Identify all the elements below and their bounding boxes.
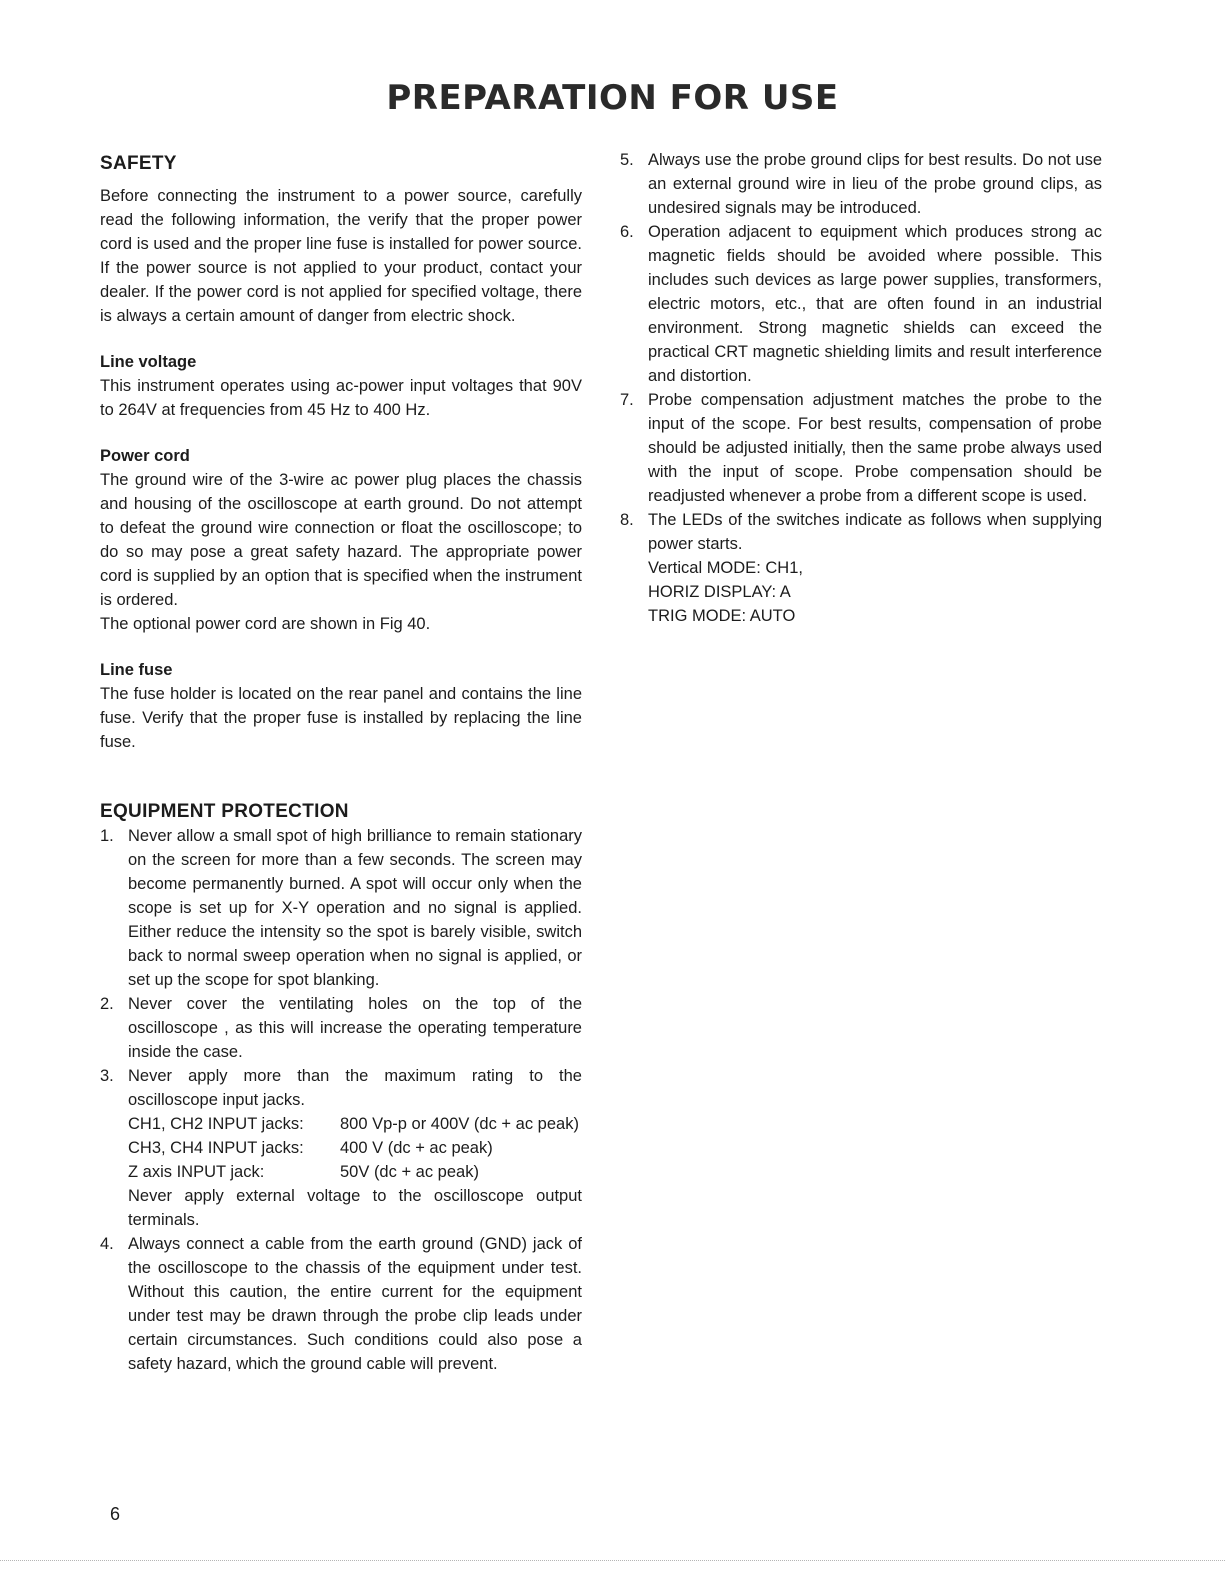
- line-voltage-text: This instrument operates using ac-power input voltages that 90V to 264V at frequencies from 45 Hz to 400 Hz.: [100, 377, 582, 419]
- item-number: 5.: [620, 151, 634, 169]
- power-cord-note: The optional power cord are shown in Fig 40.: [100, 615, 431, 633]
- footer-divider: [0, 1560, 1225, 1561]
- line-fuse-section: [100, 658, 582, 754]
- protection-list: [100, 824, 582, 1376]
- table-row: [128, 1160, 580, 1184]
- list-item: [620, 508, 1102, 628]
- precaution-list: [620, 148, 1102, 628]
- jack-name: CH3, CH4 INPUT jacks:: [128, 1139, 304, 1157]
- equipment-protection-heading: EQUIPMENT PROTECTION: [100, 801, 349, 822]
- led-setting-trig: TRIG MODE: AUTO: [648, 607, 796, 625]
- page-number: 6: [110, 1504, 121, 1524]
- jack-name: CH1, CH2 INPUT jacks:: [128, 1115, 304, 1133]
- led-setting-vertical: Vertical MODE: CH1,: [648, 559, 803, 577]
- table-row: [128, 1112, 580, 1136]
- jack-name: Z axis INPUT jack:: [128, 1163, 265, 1181]
- equipment-protection-section: [100, 800, 582, 1376]
- item-number: 2.: [100, 995, 114, 1013]
- page-title: PREPARATION FOR USE: [386, 78, 839, 118]
- line-voltage-section: [100, 350, 582, 422]
- power-cord-heading: Power cord: [100, 447, 190, 465]
- item-number: 6.: [620, 223, 634, 241]
- list-item: [100, 1064, 582, 1232]
- safety-heading: SAFETY: [100, 153, 177, 174]
- jack-rating: 800 Vp-p or 400V (dc + ac peak): [340, 1115, 579, 1133]
- input-ratings-table: [128, 1112, 580, 1184]
- list-item: [620, 388, 1102, 508]
- list-item: [100, 824, 582, 992]
- item-text: Probe compensation adjustment matches the probe to the input of the scope. For best results, compensation of probe should be adjusted initially, then the same probe always used with the input of scope. Probe compensation should be readjusted whenever a probe from a different scope is used.: [648, 391, 1102, 505]
- item-text: Always connect a cable from the earth ground (GND) jack of the oscilloscope to the chassis of the equipment under test. Without this caution, the entire current for the equipment under test may be drawn through the probe clip leads under certain circumstances. Such conditions could also pose a safety hazard, which the ground cable will prevent.: [128, 1235, 582, 1373]
- output-note: Never apply external voltage to the oscilloscope output terminals.: [128, 1187, 582, 1229]
- item-text: Never cover the ventilating holes on the top of the oscilloscope , as this will increase the operating temperature inside the case.: [128, 995, 582, 1061]
- table-row: [128, 1136, 580, 1160]
- item-number: 7.: [620, 391, 634, 409]
- safety-section: [100, 152, 582, 328]
- item-number: 4.: [100, 1235, 114, 1253]
- left-column: [100, 152, 582, 1398]
- item-text: Never apply more than the maximum rating to the oscilloscope input jacks.: [128, 1067, 582, 1109]
- jack-rating: 400 V (dc + ac peak): [340, 1139, 493, 1157]
- item-number: 1.: [100, 827, 114, 845]
- item-text: Never allow a small spot of high brilliance to remain stationary on the screen for more than a few seconds. The screen may become permanently burned. A spot will occur only when the scope is set up for X-Y operation and no signal is applied. Either reduce the intensity so the spot is barely visible, switch back to normal sweep operation when no signal is applied, or set up the scope for spot blanking.: [128, 827, 582, 989]
- list-item: [100, 1232, 582, 1376]
- safety-intro: Before connecting the instrument to a power source, carefully read the following information, the verify that the proper power cord is used and the proper line fuse is installed for power source. If the power source is not applied to your product, contact your dealer. If the power cord is not applied for specified voltage, there is always a certain amount of danger from electric shock.: [100, 187, 582, 325]
- line-fuse-heading: Line fuse: [100, 661, 173, 679]
- power-cord-text: The ground wire of the 3-wire ac power plug places the chassis and housing of the oscilloscope at earth ground. Do not attempt to defeat the ground wire connection or float the oscilloscope; to do so may pose a great safety hazard. The appropriate power cord is supplied by an option that is specified when the instrument is ordered.: [100, 471, 582, 609]
- item-text: Operation adjacent to equipment which produces strong ac magnetic fields should be avoided where possible. This includes such devices as large power supplies, transformers, electric motors, etc., that are often found in an industrial environment. Strong magnetic shields can exceed the practical CRT magnetic shielding limits and result interference and distortion.: [648, 223, 1102, 385]
- list-item: [100, 992, 582, 1064]
- line-fuse-text: The fuse holder is located on the rear panel and contains the line fuse. Verify that the proper fuse is installed by replacing the line fuse.: [100, 685, 582, 751]
- line-voltage-heading: Line voltage: [100, 353, 197, 371]
- item-text: The LEDs of the switches indicate as follows when supplying power starts.: [648, 511, 1102, 553]
- item-number: 3.: [100, 1067, 114, 1085]
- power-cord-section: [100, 444, 582, 636]
- list-item: [620, 148, 1102, 220]
- jack-rating: 50V (dc + ac peak): [340, 1163, 479, 1181]
- list-item: [620, 220, 1102, 388]
- led-setting-horiz: HORIZ DISPLAY: A: [648, 583, 791, 601]
- item-text: Always use the probe ground clips for best results. Do not use an external ground wire in lieu of the probe ground clips, as undesired signals may be introduced.: [648, 151, 1102, 217]
- right-column: [620, 148, 1102, 628]
- item-number: 8.: [620, 511, 634, 529]
